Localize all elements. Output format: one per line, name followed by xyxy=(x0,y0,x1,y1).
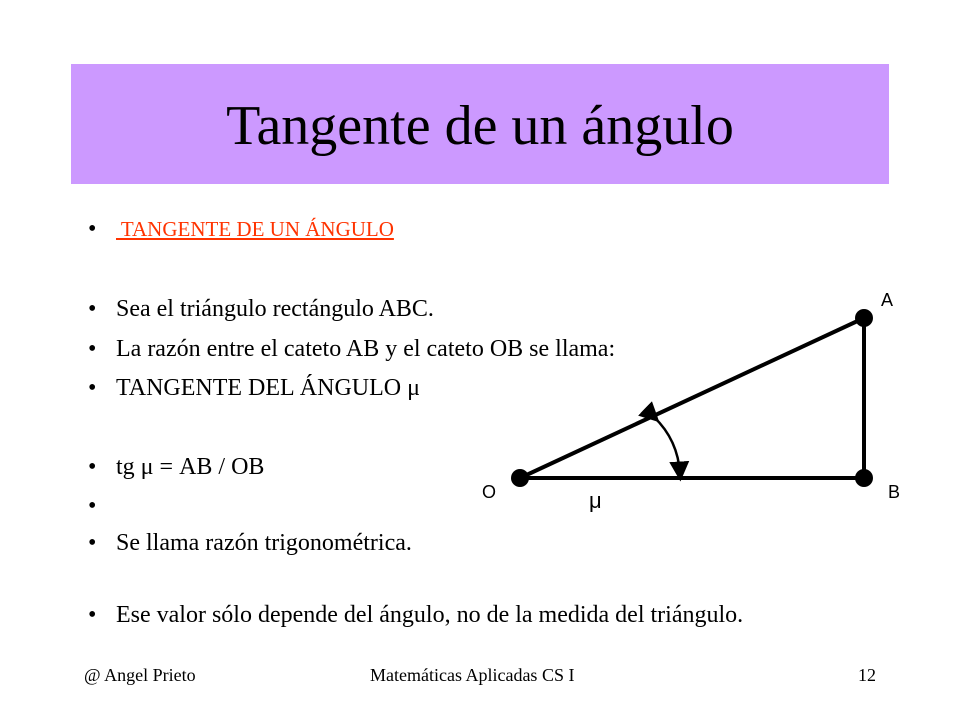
bullet-text: tg μ = AB / OB xyxy=(116,454,265,480)
bullet-text: Sea el triángulo rectángulo ABC. xyxy=(116,296,434,322)
bullet-dot: • xyxy=(88,336,97,362)
bullet-dot: • xyxy=(88,454,97,480)
footer-course: Matemáticas Aplicadas CS I xyxy=(370,665,575,685)
label-b: B xyxy=(888,482,901,502)
point-o xyxy=(511,469,529,487)
bullet-text: La razón entre el cateto AB y el cateto OB se llama: xyxy=(116,336,616,362)
bullet-dot: • xyxy=(88,493,97,519)
angle-label: μ xyxy=(589,488,602,513)
bullet-text: Se llama razón trigonométrica. xyxy=(116,530,412,556)
section-heading: TANGENTE DE UN ÁNGULO xyxy=(116,217,394,241)
bullet-dot: • xyxy=(88,296,97,322)
bullet-dot: • xyxy=(88,216,97,242)
label-a: A xyxy=(881,290,894,310)
hypotenuse-line xyxy=(520,318,864,478)
bullet-text: TANGENTE DEL ÁNGULO μ xyxy=(116,375,420,401)
bullet-dot: • xyxy=(88,530,97,556)
point-a xyxy=(855,309,873,327)
bullet-dot: • xyxy=(88,375,97,401)
point-b xyxy=(855,469,873,487)
bullet-dot: • xyxy=(88,602,97,628)
footer-author: @ Angel Prieto xyxy=(84,665,196,685)
angle-arc xyxy=(654,417,680,474)
footer-page-number: 12 xyxy=(858,665,876,685)
slide-title: Tangente de un ángulo xyxy=(226,95,734,157)
label-o: O xyxy=(482,482,497,502)
bullet-text: Ese valor sólo depende del ángulo, no de la medida del triángulo. xyxy=(116,602,744,628)
